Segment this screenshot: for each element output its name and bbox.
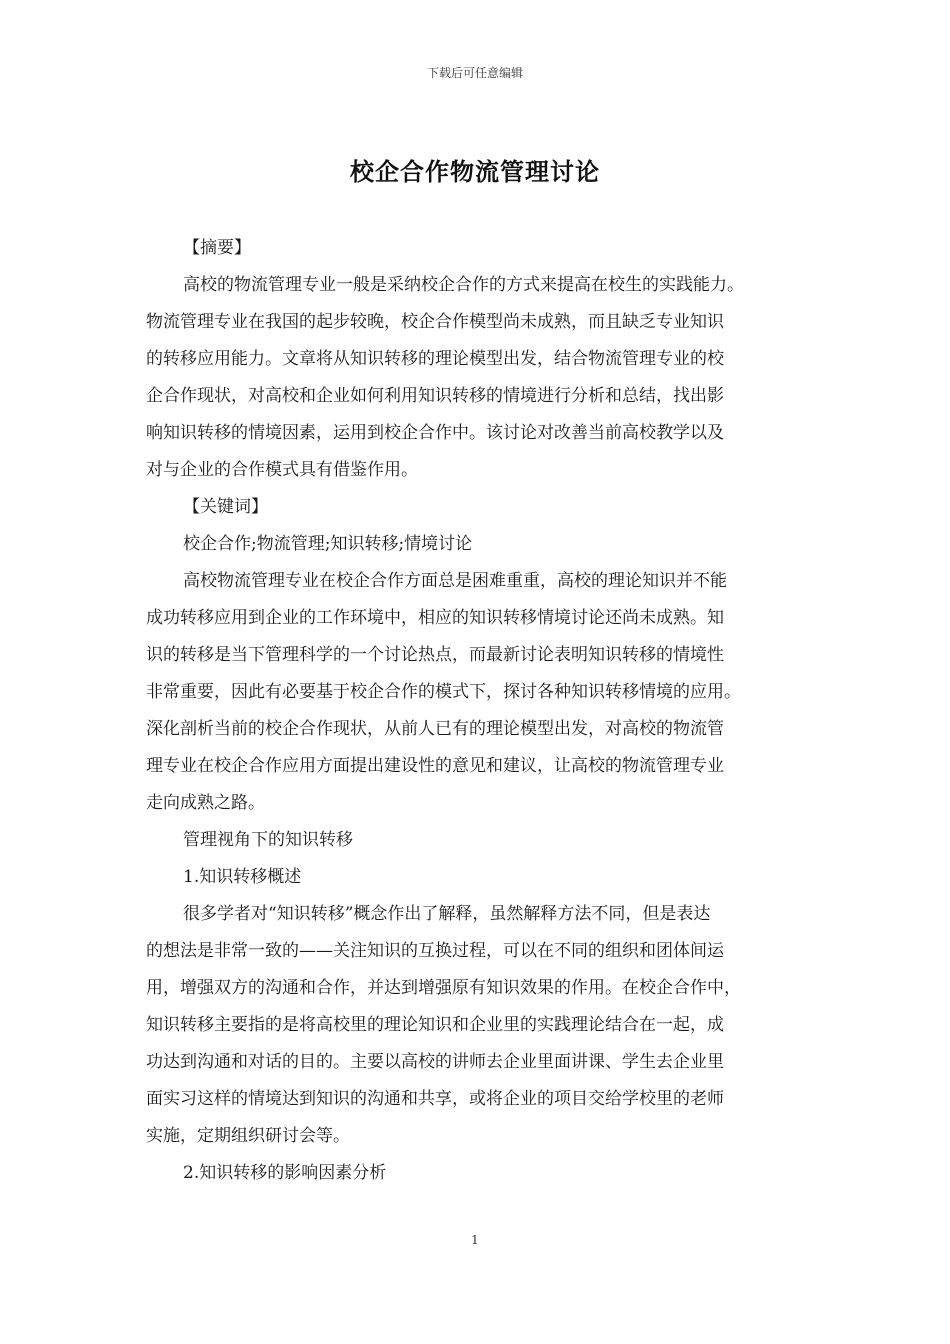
text-line: 用，增强双方的沟通和合作，并达到增强原有知识效果的作用。在校企合作中， xyxy=(146,978,741,998)
text-line: 响知识转移的情境因素，运用到校企合作中。该讨论对改善当前高校教学以及 xyxy=(146,423,724,443)
text-line: 走向成熟之路。 xyxy=(146,793,265,813)
text-line: 【摘要】 xyxy=(183,238,251,258)
text-line: 管理视角下的知识转移 xyxy=(183,830,353,850)
text-line: 的想法是非常一致的——关注知识的互换过程，可以在不同的组织和团体间运 xyxy=(146,941,724,961)
document-title: 校企合作物流管理讨论 xyxy=(350,157,600,186)
document-body xyxy=(146,230,808,1192)
text-line: 物流管理专业在我国的起步较晚，校企合作模型尚未成熟，而且缺乏专业知识 xyxy=(146,312,724,332)
text-line: 知识转移主要指的是将高校里的理论知识和企业里的实践理论结合在一起，成 xyxy=(146,1015,724,1035)
text-line: 【关键词】 xyxy=(183,497,268,517)
text-line: 2.知识转移的影响因素分析 xyxy=(183,1163,387,1183)
text-line: 1.知识转移概述 xyxy=(183,867,302,887)
text-line: 校企合作;物流管理;知识转移;情境讨论 xyxy=(183,534,473,554)
text-line: 深化剖析当前的校企合作现状，从前人已有的理论模型出发，对高校的物流管 xyxy=(146,719,724,739)
text-line: 成功转移应用到企业的工作环境中，相应的知识转移情境讨论还尚未成熟。知 xyxy=(146,608,724,628)
page-header: 下载后可任意编辑 xyxy=(426,66,523,80)
text-line: 对与企业的合作模式具有借鉴作用。 xyxy=(146,460,418,480)
page-number: 1 xyxy=(471,1233,479,1247)
text-line: 实施，定期组织研讨会等。 xyxy=(146,1126,350,1146)
text-line: 识的转移是当下管理科学的一个讨论热点，而最新讨论表明知识转移的情境性 xyxy=(146,645,724,665)
text-line: 企合作现状，对高校和企业如何利用知识转移的情境进行分析和总结，找出影 xyxy=(146,386,724,406)
text-line: 高校物流管理专业在校企合作方面总是困难重重，高校的理论知识并不能 xyxy=(183,571,727,591)
text-line: 很多学者对“知识转移”概念作出了解释，虽然解释方法不同，但是表达 xyxy=(183,904,711,924)
text-line: 功达到沟通和对话的目的。主要以高校的讲师去企业里面讲课、学生去企业里 xyxy=(146,1052,724,1072)
text-line: 的转移应用能力。文章将从知识转移的理论模型出发，结合物流管理专业的校 xyxy=(146,349,724,369)
text-line: 理专业在校企合作应用方面提出建设性的意见和建议，让高校的物流管理专业 xyxy=(146,756,724,776)
text-line: 非常重要，因此有必要基于校企合作的模式下，探讨各种知识转移情境的应用。 xyxy=(146,682,741,702)
text-line: 面实习这样的情境达到知识的沟通和共享，或将企业的项目交给学校里的老师 xyxy=(146,1089,724,1109)
text-line: 高校的物流管理专业一般是采纳校企合作的方式来提高在校生的实践能力。 xyxy=(183,275,744,295)
